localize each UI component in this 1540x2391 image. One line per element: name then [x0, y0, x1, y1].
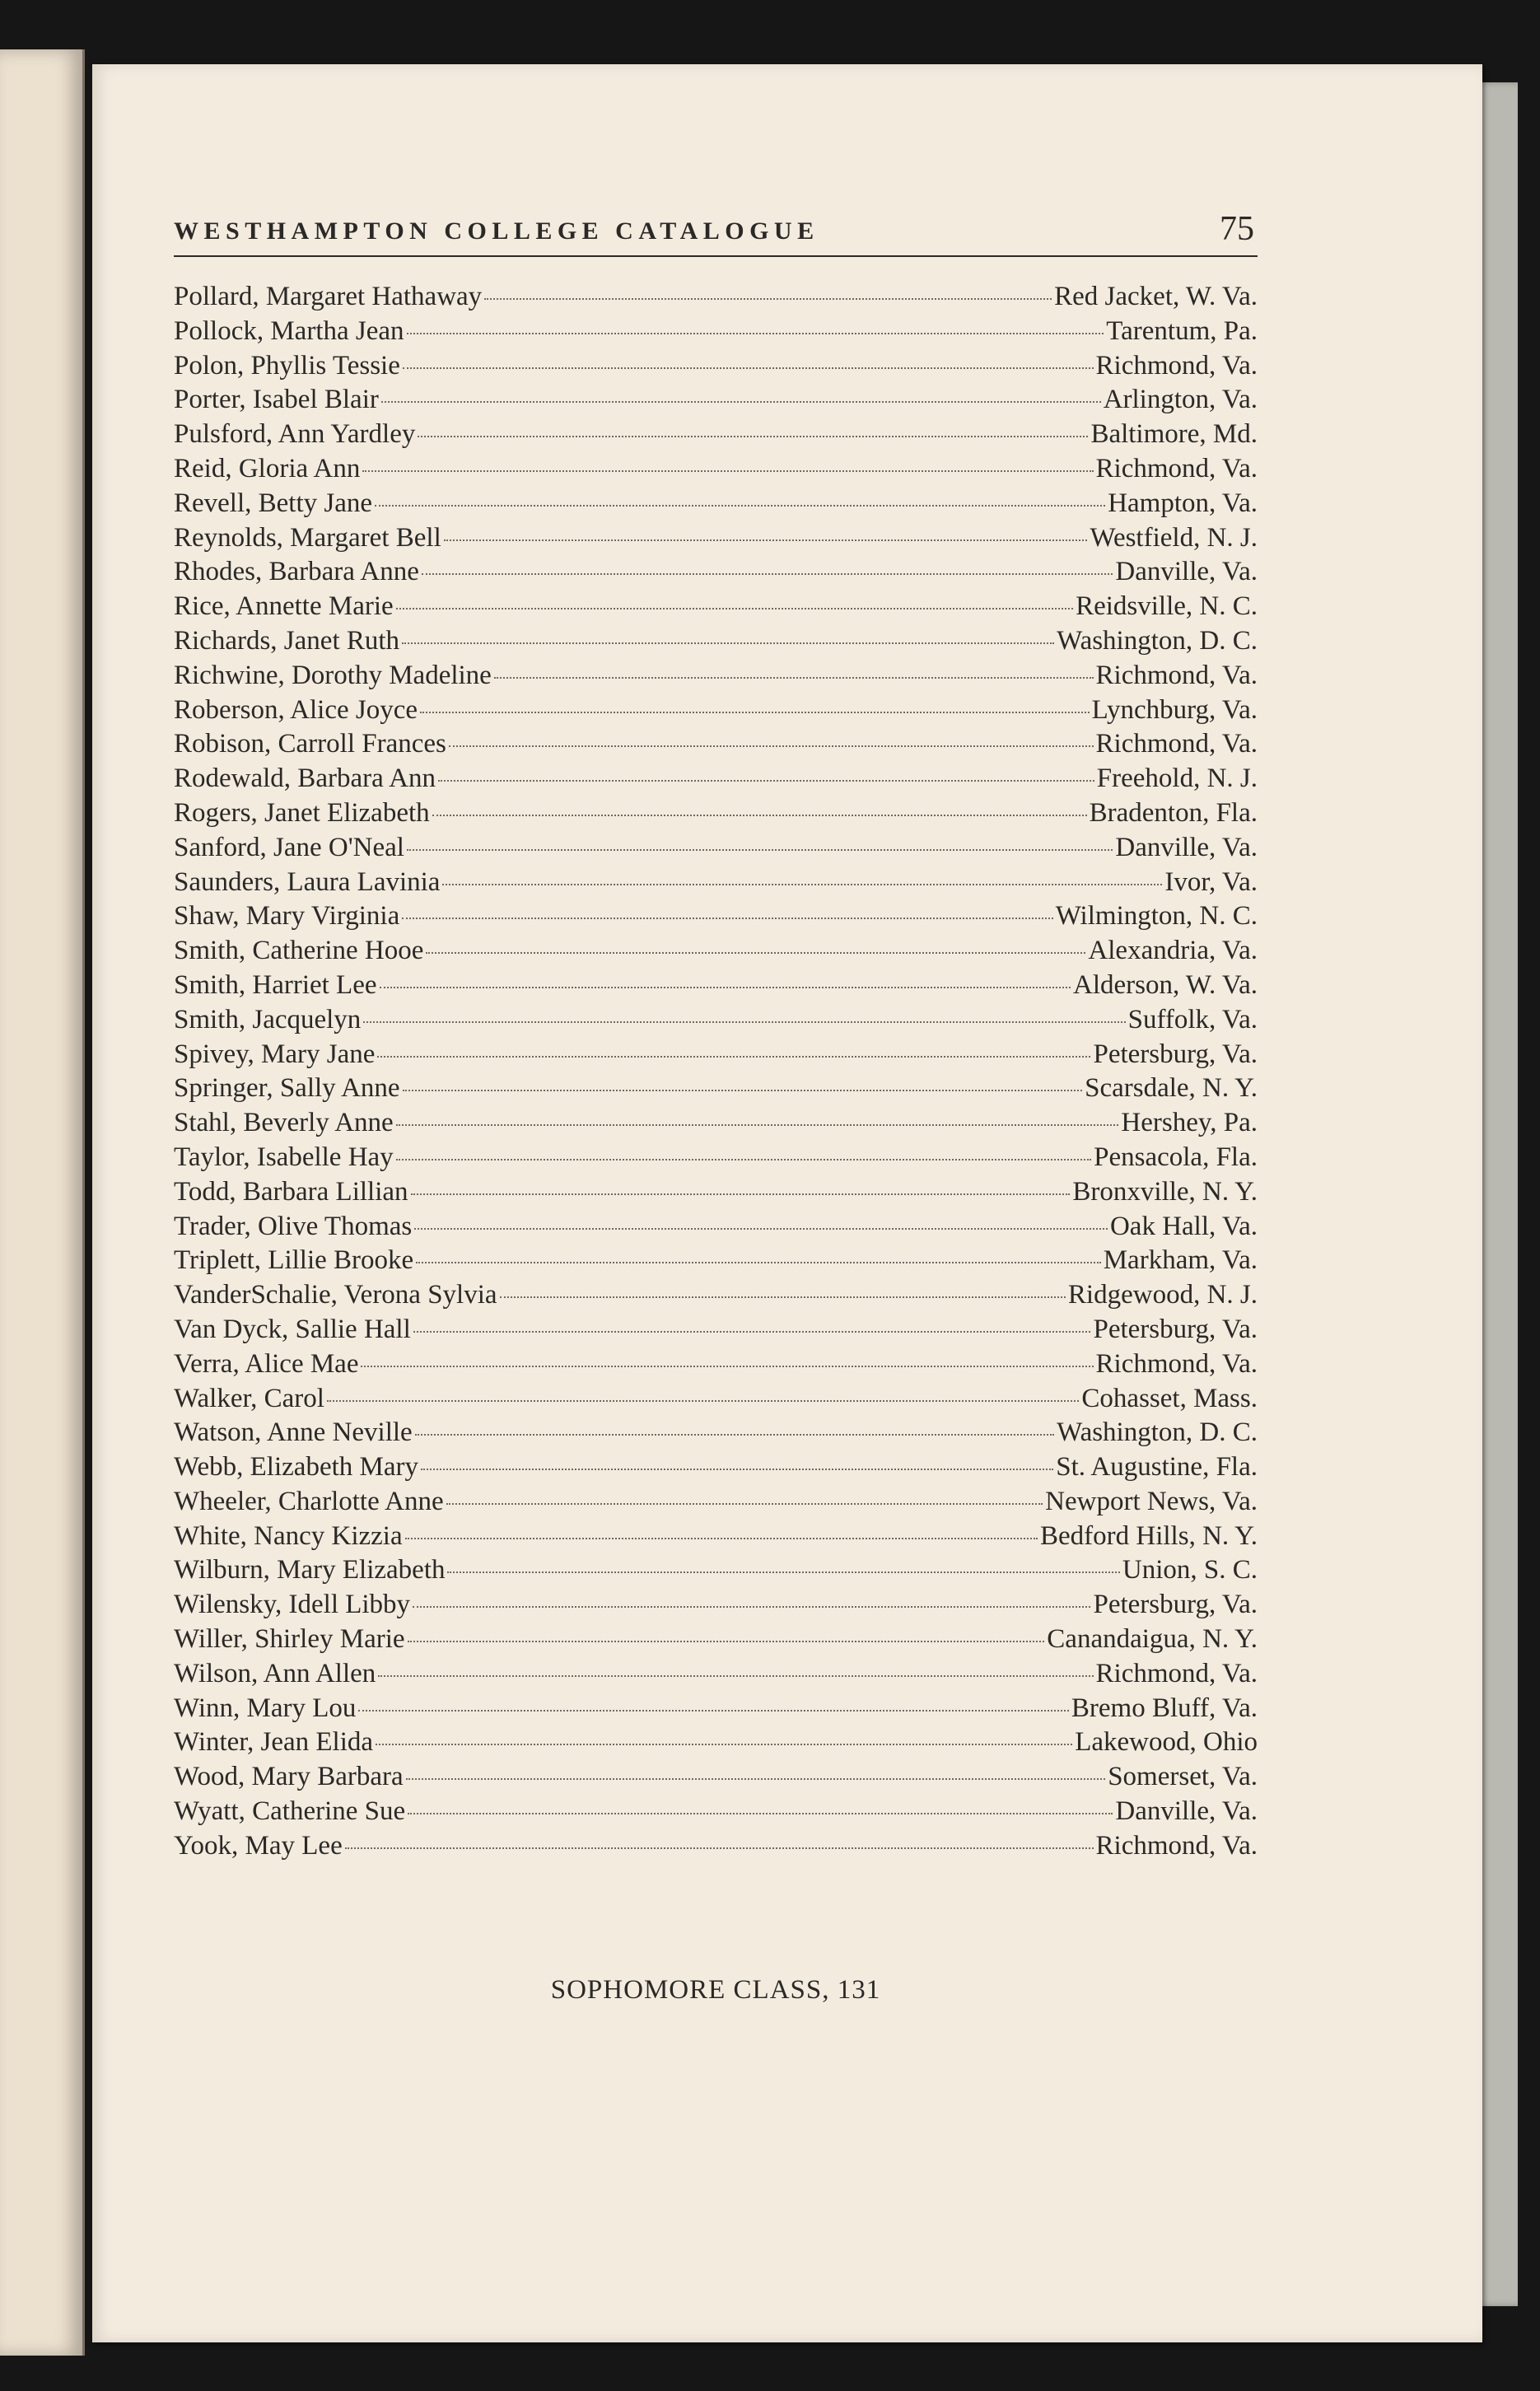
dot-leader	[447, 1571, 1119, 1573]
student-entry	[174, 488, 1258, 523]
student-hometown: Westfield, N. J.	[1090, 522, 1258, 553]
dot-leader	[396, 608, 1073, 609]
student-hometown: Richmond, Va.	[1095, 453, 1258, 483]
student-hometown: Union, S. C.	[1122, 1555, 1258, 1585]
student-entry	[174, 316, 1258, 351]
student-hometown: Cohasset, Mass.	[1081, 1383, 1258, 1413]
dot-leader	[403, 1090, 1083, 1091]
dot-leader	[484, 298, 1052, 300]
student-hometown: Suffolk, Va.	[1127, 1004, 1258, 1034]
student-entry	[174, 695, 1258, 730]
dot-leader	[413, 1331, 1091, 1333]
student-name: Verra, Alice Mae	[174, 1348, 359, 1379]
student-entry	[174, 1521, 1258, 1556]
student-hometown: Lynchburg, Va.	[1091, 694, 1258, 725]
student-hometown: Alderson, W. Va.	[1073, 969, 1258, 1000]
student-hometown: Hershey, Pa.	[1121, 1108, 1258, 1138]
dot-leader	[358, 1710, 1069, 1712]
dot-leader	[378, 1675, 1093, 1677]
dot-leader	[420, 712, 1090, 713]
student-roster	[174, 282, 1258, 1866]
student-hometown: Tarentum, Pa.	[1106, 315, 1258, 346]
student-hometown: Reidsville, N. C.	[1076, 591, 1258, 622]
student-entry	[174, 282, 1258, 316]
student-entry	[174, 1280, 1258, 1315]
page-number: 75	[1220, 210, 1254, 248]
student-entry	[174, 1452, 1258, 1487]
student-name: Wilson, Ann Allen	[174, 1658, 376, 1688]
student-hometown: Washington, D. C.	[1057, 1417, 1258, 1448]
student-hometown: Petersburg, Va.	[1093, 1314, 1258, 1344]
running-title: WESTHAMPTON COLLEGE CATALOGUE	[174, 217, 819, 245]
dot-leader	[376, 1744, 1072, 1745]
dot-leader	[444, 539, 1088, 541]
student-hometown: Ivor, Va.	[1164, 866, 1258, 897]
dot-leader	[403, 367, 1094, 369]
student-hometown: Newport News, Va.	[1045, 1486, 1258, 1516]
student-entry	[174, 1177, 1258, 1212]
dot-leader	[426, 952, 1085, 954]
student-name: Wilensky, Idell Libby	[174, 1590, 411, 1620]
student-entry	[174, 1384, 1258, 1418]
student-hometown: Lakewood, Ohio	[1075, 1727, 1258, 1758]
student-entry	[174, 833, 1258, 867]
student-hometown: Bradenton, Fla.	[1089, 797, 1258, 828]
dot-leader	[408, 1641, 1045, 1642]
student-hometown: Alexandria, Va.	[1088, 936, 1258, 966]
student-name: Rogers, Janet Elizabeth	[174, 797, 430, 828]
dot-leader	[405, 1538, 1038, 1539]
student-name: Revell, Betty Jane	[174, 488, 373, 518]
dot-leader	[396, 1124, 1119, 1126]
student-name: Rhodes, Barbara Anne	[174, 557, 419, 587]
student-entry	[174, 385, 1258, 419]
dot-leader	[402, 642, 1054, 644]
student-entry	[174, 1073, 1258, 1108]
student-hometown: Danville, Va.	[1115, 1796, 1258, 1827]
dot-leader	[345, 1847, 1094, 1849]
student-entry	[174, 1212, 1258, 1246]
student-hometown: Baltimore, Md.	[1090, 419, 1258, 450]
student-name: Trader, Olive Thomas	[174, 1211, 413, 1241]
student-entry	[174, 419, 1258, 454]
student-entry	[174, 729, 1258, 764]
student-hometown: Canandaigua, N. Y.	[1047, 1624, 1258, 1655]
student-hometown: Hampton, Va.	[1108, 488, 1258, 518]
dot-leader	[421, 1469, 1053, 1470]
student-hometown: Red Jacket, W. Va.	[1054, 282, 1258, 311]
student-entry	[174, 661, 1258, 695]
student-name: Reid, Gloria Ann	[174, 453, 361, 483]
student-hometown: Washington, D. C.	[1057, 625, 1258, 656]
student-entry	[174, 970, 1258, 1005]
student-hometown: Bronxville, N. Y.	[1072, 1176, 1258, 1207]
student-hometown: Ridgewood, N. J.	[1067, 1280, 1258, 1310]
dot-leader	[408, 1813, 1113, 1814]
student-entry	[174, 1831, 1258, 1866]
student-entry	[174, 591, 1258, 626]
student-entry	[174, 764, 1258, 798]
student-entry	[174, 1796, 1258, 1831]
student-entry	[174, 936, 1258, 970]
student-hometown: Richmond, Va.	[1095, 729, 1258, 759]
dot-leader	[361, 1366, 1093, 1367]
student-hometown: Richmond, Va.	[1095, 1348, 1258, 1379]
student-hometown: Richmond, Va.	[1095, 1658, 1258, 1688]
student-entry	[174, 1762, 1258, 1796]
student-hometown: Richmond, Va.	[1095, 660, 1258, 690]
student-name: Polon, Phyllis Tessie	[174, 350, 400, 381]
student-name: White, Nancy Kizzia	[174, 1520, 403, 1551]
student-name: Walker, Carol	[174, 1383, 324, 1413]
running-head	[174, 209, 1258, 257]
student-name: Rice, Annette Marie	[174, 591, 394, 622]
student-name: Sanford, Jane O'Neal	[174, 832, 404, 862]
dot-leader	[500, 1296, 1066, 1298]
student-hometown: Bedford Hills, N. Y.	[1040, 1520, 1258, 1551]
student-name: Smith, Catherine Hooe	[174, 936, 424, 966]
student-entry	[174, 1624, 1258, 1659]
student-name: Van Dyck, Sallie Hall	[174, 1314, 411, 1344]
student-name: Reynolds, Margaret Bell	[174, 522, 441, 553]
student-hometown: Markham, Va.	[1103, 1245, 1258, 1276]
student-entry	[174, 1487, 1258, 1521]
student-name: Triplett, Lillie Brooke	[174, 1245, 414, 1276]
student-name: Winn, Mary Lou	[174, 1693, 357, 1723]
student-name: Pollard, Margaret Hathaway	[174, 282, 483, 311]
dot-leader	[380, 987, 1071, 988]
student-name: Shaw, Mary Virginia	[174, 901, 400, 932]
dot-leader	[407, 849, 1113, 851]
dot-leader	[406, 1778, 1106, 1780]
student-hometown: Richmond, Va.	[1095, 1830, 1258, 1861]
student-entry	[174, 1039, 1258, 1074]
student-entry	[174, 901, 1258, 936]
dot-leader	[422, 573, 1113, 575]
student-name: Richwine, Dorothy Madeline	[174, 660, 492, 690]
student-entry	[174, 1417, 1258, 1452]
student-hometown: Petersburg, Va.	[1093, 1039, 1258, 1069]
student-entry	[174, 798, 1258, 833]
student-entry	[174, 867, 1258, 902]
dot-leader	[362, 470, 1093, 472]
dot-leader	[402, 918, 1053, 919]
dot-leader	[432, 815, 1087, 816]
student-name: Pollock, Martha Jean	[174, 315, 404, 346]
student-entry	[174, 454, 1258, 488]
student-name: Rodewald, Barbara Ann	[174, 764, 436, 794]
student-name: Todd, Barbara Lillian	[174, 1176, 408, 1207]
student-name: Robison, Carroll Frances	[174, 729, 446, 759]
student-name: Saunders, Laura Lavinia	[174, 866, 441, 897]
student-entry	[174, 1349, 1258, 1384]
dot-leader	[396, 1159, 1091, 1160]
student-hometown: Pensacola, Fla.	[1094, 1142, 1258, 1172]
student-entry	[174, 1555, 1258, 1590]
student-entry	[174, 1005, 1258, 1039]
student-name: Springer, Sally Anne	[174, 1073, 400, 1104]
dot-leader	[494, 677, 1094, 679]
dot-leader	[418, 436, 1088, 437]
student-entry	[174, 1245, 1258, 1280]
student-name: Wyatt, Catherine Sue	[174, 1796, 406, 1827]
student-name: Richards, Janet Ruth	[174, 625, 400, 656]
student-entry	[174, 557, 1258, 591]
student-entry	[174, 626, 1258, 661]
student-name: Webb, Elizabeth Mary	[174, 1452, 418, 1483]
dot-leader	[327, 1400, 1079, 1402]
student-hometown: Somerset, Va.	[1108, 1762, 1258, 1792]
student-name: Wheeler, Charlotte Anne	[174, 1486, 444, 1516]
student-hometown: Scarsdale, N. Y.	[1085, 1073, 1258, 1104]
student-hometown: Bremo Bluff, Va.	[1071, 1693, 1258, 1723]
student-name: Stahl, Beverly Anne	[174, 1108, 394, 1138]
dot-leader	[375, 505, 1105, 507]
dot-leader	[363, 1021, 1125, 1023]
student-entry	[174, 1693, 1258, 1728]
student-name: Watson, Anne Neville	[174, 1417, 413, 1448]
student-hometown: Freehold, N. J.	[1096, 764, 1258, 794]
student-name: Yook, May Lee	[174, 1830, 343, 1861]
student-hometown: Oak Hall, Va.	[1109, 1211, 1258, 1241]
student-name: Taylor, Isabelle Hay	[174, 1142, 394, 1172]
student-name: Roberson, Alice Joyce	[174, 694, 418, 725]
student-entry	[174, 1590, 1258, 1624]
student-name: Wood, Mary Barbara	[174, 1762, 404, 1792]
student-name: Smith, Harriet Lee	[174, 969, 377, 1000]
class-total: SOPHOMORE CLASS, 131	[550, 1975, 881, 2005]
dot-leader	[411, 1193, 1071, 1195]
student-hometown: St. Augustine, Fla.	[1056, 1452, 1258, 1483]
dot-leader	[438, 780, 1094, 782]
student-entry	[174, 1727, 1258, 1762]
dot-leader	[415, 1434, 1054, 1436]
student-name: Wilburn, Mary Elizabeth	[174, 1555, 446, 1585]
student-entry	[174, 523, 1258, 558]
student-entry	[174, 1108, 1258, 1142]
dot-leader	[381, 401, 1101, 403]
student-name: Porter, Isabel Blair	[174, 385, 379, 415]
dot-leader	[446, 1503, 1043, 1505]
dot-leader	[413, 1606, 1090, 1608]
student-hometown: Wilmington, N. C.	[1055, 901, 1258, 932]
dot-leader	[449, 745, 1094, 747]
student-hometown: Danville, Va.	[1115, 832, 1258, 862]
student-entry	[174, 1142, 1258, 1177]
student-name: Spivey, Mary Jane	[174, 1039, 376, 1069]
dot-leader	[414, 1228, 1108, 1230]
dot-leader	[416, 1262, 1101, 1263]
dot-leader	[377, 1056, 1090, 1058]
student-hometown: Danville, Va.	[1115, 557, 1258, 587]
student-hometown: Petersburg, Va.	[1093, 1590, 1258, 1620]
student-name: Willer, Shirley Marie	[174, 1624, 405, 1655]
student-name: VanderSchalie, Verona Sylvia	[174, 1280, 497, 1310]
student-name: Winter, Jean Elida	[174, 1727, 374, 1758]
student-entry	[174, 1315, 1258, 1349]
previous-page-edge	[0, 49, 85, 2356]
student-entry	[174, 351, 1258, 385]
dot-leader	[442, 884, 1162, 885]
student-hometown: Arlington, Va.	[1103, 385, 1258, 415]
student-hometown: Richmond, Va.	[1095, 350, 1258, 381]
student-name: Smith, Jacquelyn	[174, 1004, 362, 1034]
dot-leader	[407, 333, 1104, 334]
student-entry	[174, 1659, 1258, 1693]
student-name: Pulsford, Ann Yardley	[174, 419, 416, 450]
